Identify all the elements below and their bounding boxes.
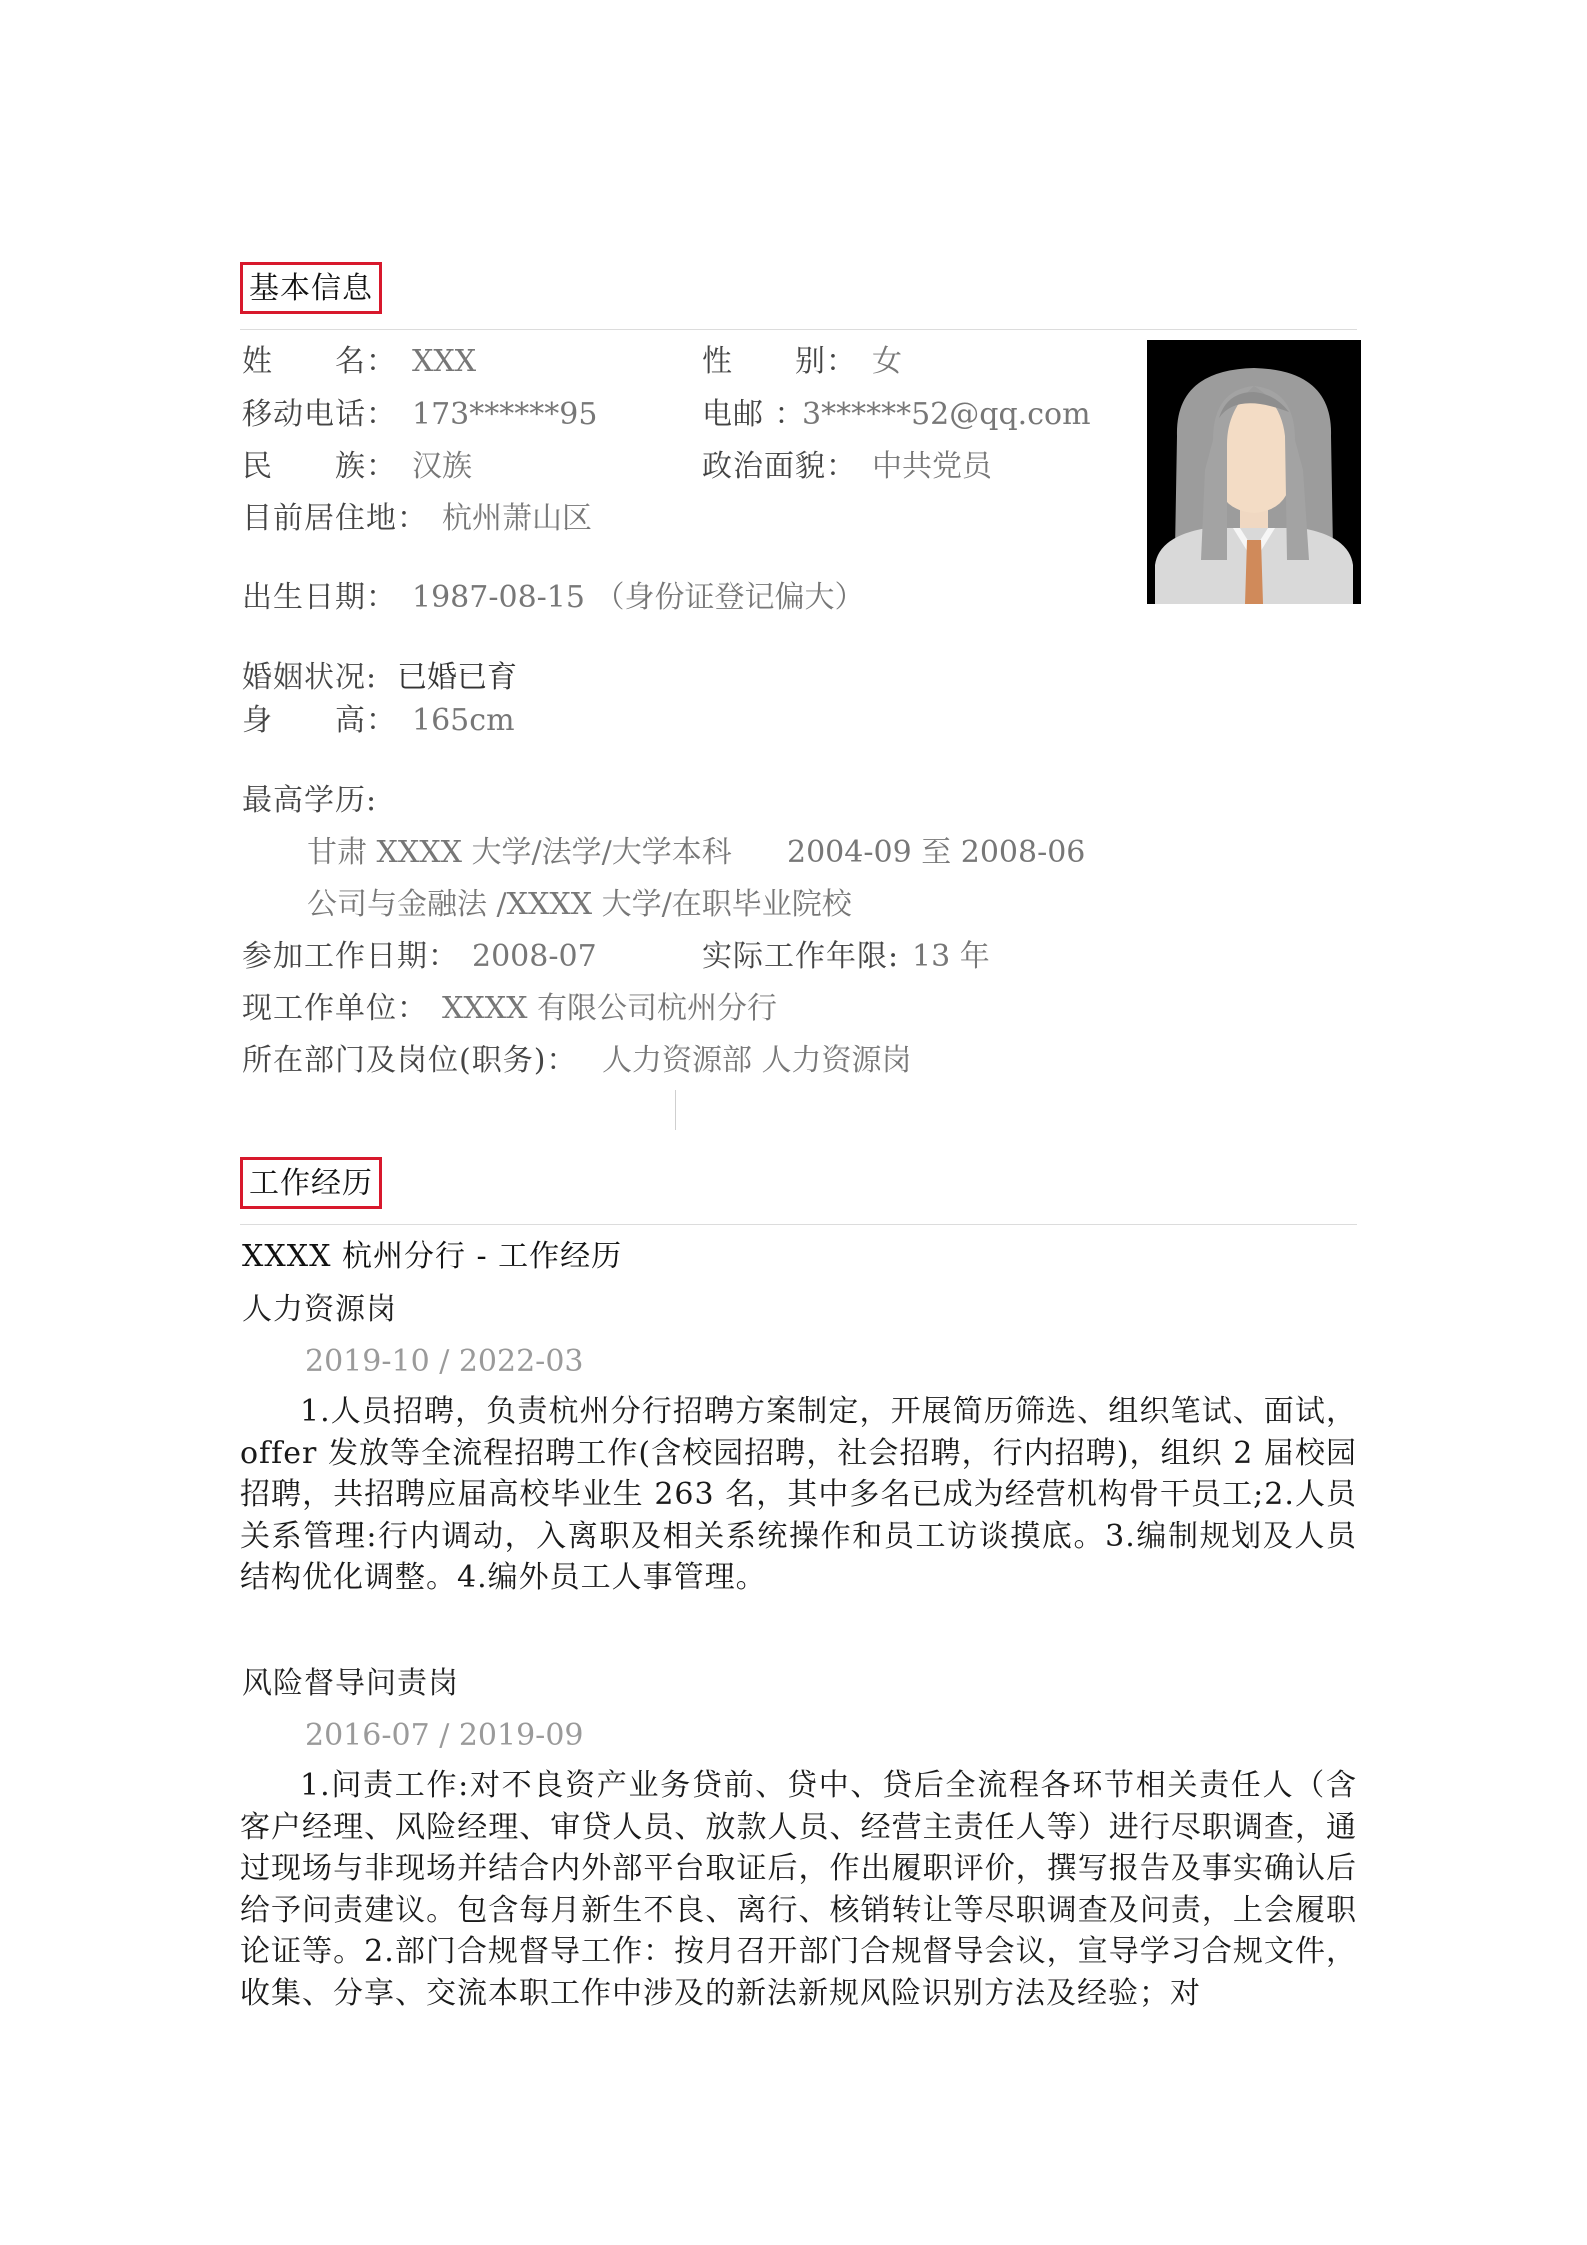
employer-label: 现工作单位： <box>242 991 428 1026</box>
name-label: 姓 名： <box>242 344 397 379</box>
divider <box>240 1224 1357 1225</box>
politics-value: 中共党员 <box>872 449 992 484</box>
education-period: 2004-09 至 2008-06 <box>787 835 1086 870</box>
work-years-value: 13 年 <box>912 939 990 974</box>
work-start-value: 2008-07 <box>472 939 597 974</box>
email-label: 电邮 ： <box>702 397 806 432</box>
residence-value: 杭州萧山区 <box>442 501 592 536</box>
work-years-label: 实际工作年限: <box>702 939 900 974</box>
height-value: 165cm <box>412 703 515 738</box>
job-description: 1.问责工作:对不良资产业务贷前、贷中、贷后全流程各环节相关责任人（含客户经理、风险经理、审贷人员、放款人员、经营主责任人等）进行尽职调查，通过现场与非现场并结合内外部平台取证后，作出履职评价，撰写报告及事实确认后给予问责建议。包含每月新生不良、离行、核销转让等尽职调查及问责，上会履职论证等。2.部门合规督导工作：按月召开部门合规督导会议，宣导学习合规文件，收集、分享、交流本职工作中涉及的新法新规风险识别方法及经验；对 <box>240 1768 1357 2011</box>
phone-label: 移动电话： <box>242 397 397 432</box>
residence-label: 目前居住地： <box>242 501 428 536</box>
section-title-work-experience: 工作经历 <box>240 1157 382 1209</box>
job-description: 1.人员招聘，负责杭州分行招聘方案制定，开展简历筛选、组织笔试、面试，offer 发放等全流程招聘工作(含校园招聘，社会招聘，行内招聘)，组织 2 届校园招聘，共招聘应届高校毕业生 263 名，其中多名已成为经营机构骨干员工;2.人员关系管理:行内调动，入离职及相关系统操作和员工访谈摸底。3.编制规划及人员结构优化调整。4.编外员工人事管理。 <box>240 1394 1357 1595</box>
education-label: 最高学历: <box>242 783 378 818</box>
gender-label: 性 别： <box>702 344 857 379</box>
name-value: XXX <box>412 344 477 379</box>
politics-label: 政治面貌： <box>702 449 857 484</box>
ethnicity-value: 汉族 <box>412 449 472 484</box>
section-title-basic-info: 基本信息 <box>240 262 382 314</box>
company-heading: XXXX 杭州分行 - 工作经历 <box>242 1239 623 1274</box>
job-period: 2016-07 / 2019-09 <box>305 1718 584 1753</box>
phone-value: 173******95 <box>412 397 598 432</box>
job-title: 风险督导问责岗 <box>242 1666 459 1701</box>
ethnicity-label: 民 族： <box>242 449 397 484</box>
height-label: 身 高： <box>242 703 397 738</box>
email-value: 3******52@qq.com <box>802 397 1091 432</box>
gender-value: 女 <box>872 344 902 379</box>
birth-value: 1987-08-15 （身份证登记偏大） <box>412 580 865 615</box>
employer-value: XXXX 有限公司杭州分行 <box>442 991 777 1026</box>
education-school: 甘肃 XXXX 大学/法学/大学本科 <box>307 835 732 870</box>
female-avatar-icon <box>1147 340 1361 604</box>
job-period: 2019-10 / 2022-03 <box>305 1344 584 1379</box>
dept-value: 人力资源部 人力资源岗 <box>602 1043 912 1078</box>
job-title: 人力资源岗 <box>242 1292 397 1327</box>
divider <box>240 329 1357 330</box>
birth-label: 出生日期： <box>242 580 397 615</box>
work-start-label: 参加工作日期： <box>242 939 459 974</box>
dept-label: 所在部门及岗位(职务)： <box>242 1043 578 1078</box>
marital-value: 已婚已育 <box>397 660 517 695</box>
marital-label: 婚姻状况: <box>242 660 378 695</box>
education-secondary: 公司与金融法 /XXXX 大学/在职毕业院校 <box>307 887 852 922</box>
text-cursor-mark <box>675 1090 676 1130</box>
